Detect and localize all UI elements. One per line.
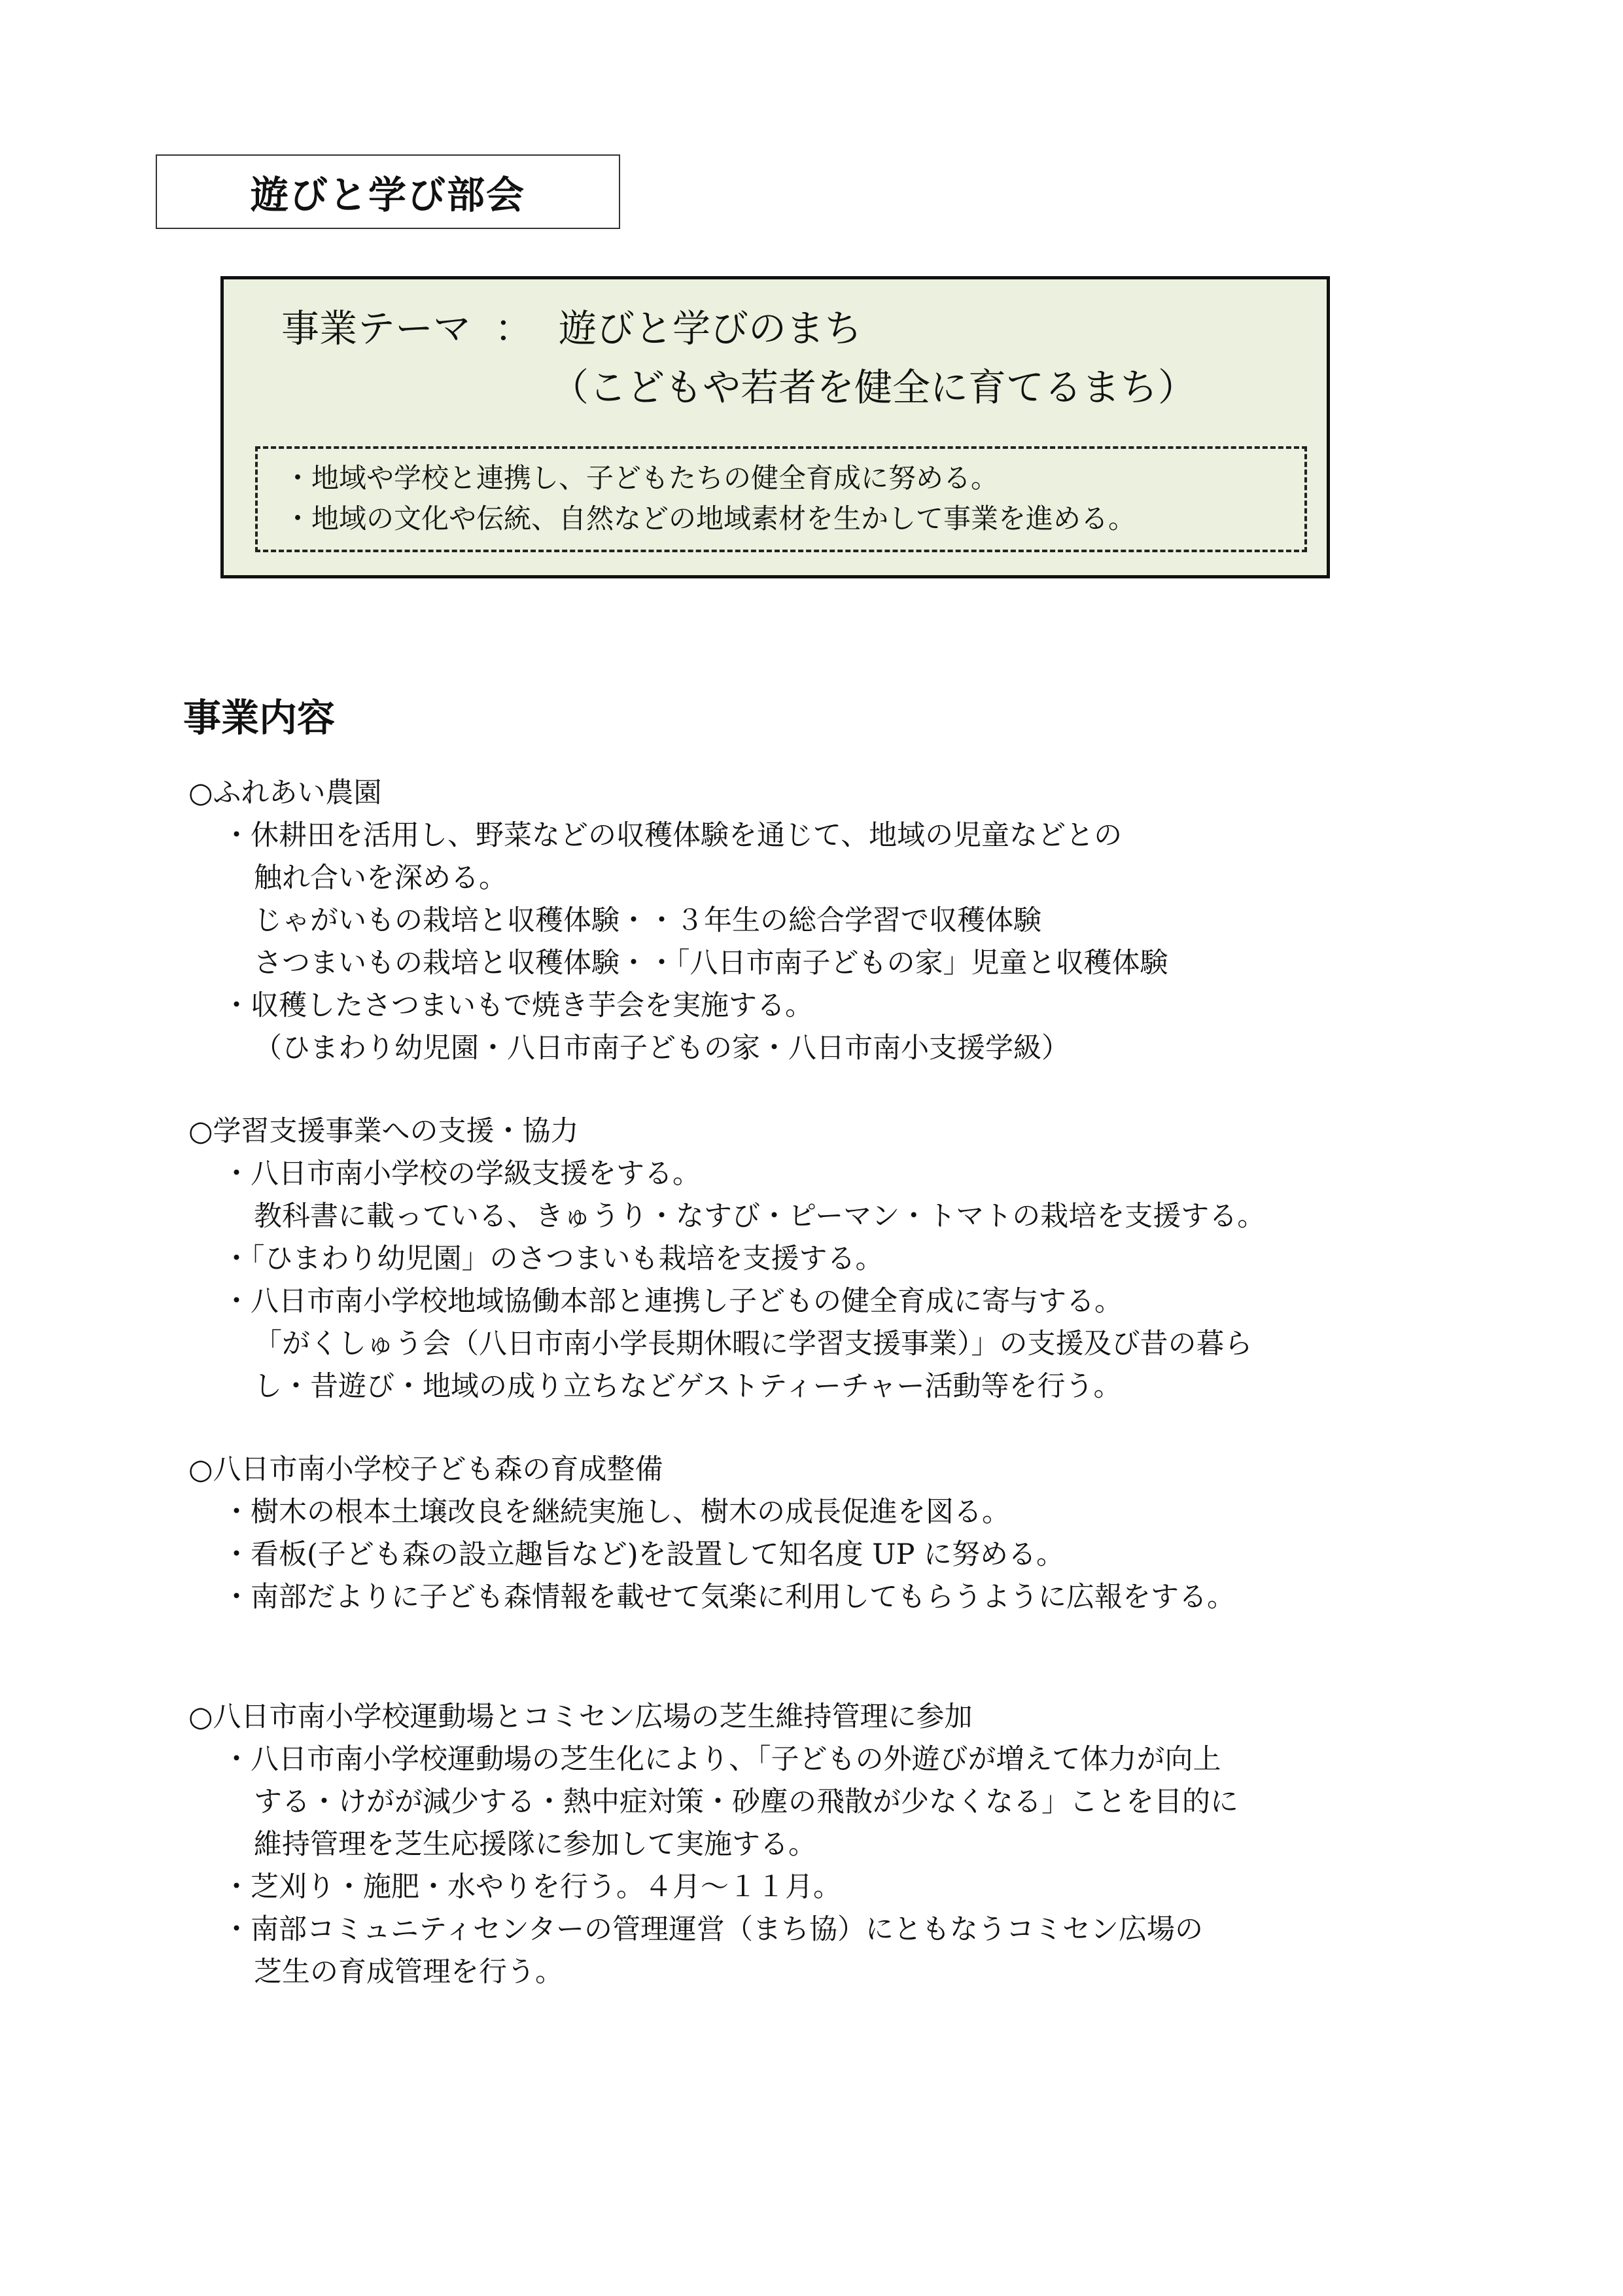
section-line: ・看板(子ども森の設立趣旨など)を設置して知名度 UP に努める。 (222, 1538, 1065, 1571)
section-line: する・けがが減少する・熱中症対策・砂塵の飛散が少なくなる」ことを目的に (254, 1786, 1238, 1818)
section-line: ・八日市南小学校地域協働本部と連携し子どもの健全育成に寄与する。 (222, 1285, 1123, 1318)
section-title: ○八日市南小学校運動場とコミセン広場の芝生維持管理に参加 (188, 1701, 973, 1733)
theme-subtitle: （こどもや若者を健全に育てるまち） (551, 365, 1196, 410)
theme-heading (281, 298, 862, 353)
section-line: ・八日市南小学校運動場の芝生化により、「子どもの外遊びが増えて体力が向上 (222, 1743, 1221, 1776)
theme-goal: ・地域の文化や伝統、自然などの地域素材を生かして事業を進める。 (284, 503, 1136, 535)
section-line: 芝生の育成管理を行う。 (254, 1956, 563, 1988)
theme-name: 遊びと学びのまち (559, 306, 863, 351)
page-title: 遊びと学び部会 (156, 154, 620, 229)
section-line: ・収穫したさつまいもで焼き芋会を実施する。 (222, 989, 813, 1022)
section-line: ・芝刈り・施肥・水やりを行う。４月～１１月。 (222, 1871, 841, 1903)
section-line: さつまいもの栽培と収穫体験・・「八日市南子どもの家」児童と収穫体験 (254, 947, 1168, 980)
section-line: ・南部だよりに子ども森情報を載せて気楽に利用してもらうように広報をする。 (222, 1581, 1235, 1614)
section-line: ・「ひまわり幼児園」のさつまいも栽培を支援する。 (222, 1243, 884, 1275)
theme-label: 事業テーマ (281, 306, 472, 351)
theme-goal: ・地域や学校と連携し、子どもたちの健全育成に努める。 (284, 462, 999, 494)
theme-goals-box (255, 446, 1307, 552)
section-line: （ひまわり幼児園・八日市南子どもの家・八日市南小支援学級） (254, 1032, 1070, 1065)
section-title: ○八日市南小学校子ども森の育成整備 (188, 1453, 663, 1486)
section-line: じゃがいもの栽培と収穫体験・・３年生の総合学習で収穫体験 (254, 904, 1041, 937)
section-line: 触れ合いを深める。 (254, 862, 507, 894)
section-line: ・樹木の根本土壌改良を継続実施し、樹木の成長促進を図る。 (222, 1496, 1010, 1528)
section-title: ○学習支援事業への支援・協力 (188, 1115, 579, 1148)
section-title: ○ふれあい農園 (188, 777, 382, 809)
section-line: ・南部コミュニティセンターの管理運営（まち協）にともなうコミセン広場の (222, 1913, 1203, 1946)
section-line: ・休耕田を活用し、野菜などの収穫体験を通じて、地域の児童などとの (222, 819, 1123, 852)
section-heading: 事業内容 (183, 696, 336, 740)
section-line: し・昔遊び・地域の成り立ちなどゲストティーチャー活動等を行う。 (254, 1370, 1122, 1403)
section-line: ・八日市南小学校の学級支援をする。 (222, 1157, 701, 1190)
section-line: 教科書に載っている、きゅうり・なすび・ピーマン・トマトの栽培を支援する。 (254, 1200, 1266, 1233)
section-line: 「がくしゅう会（八日市南小学長期休暇に学習支援事業）」の支援及び昔の暮ら (254, 1328, 1253, 1360)
theme-box (220, 276, 1330, 578)
theme-separator: ： (495, 306, 533, 351)
section-line: 維持管理を芝生応援隊に参加して実施する。 (254, 1828, 816, 1861)
